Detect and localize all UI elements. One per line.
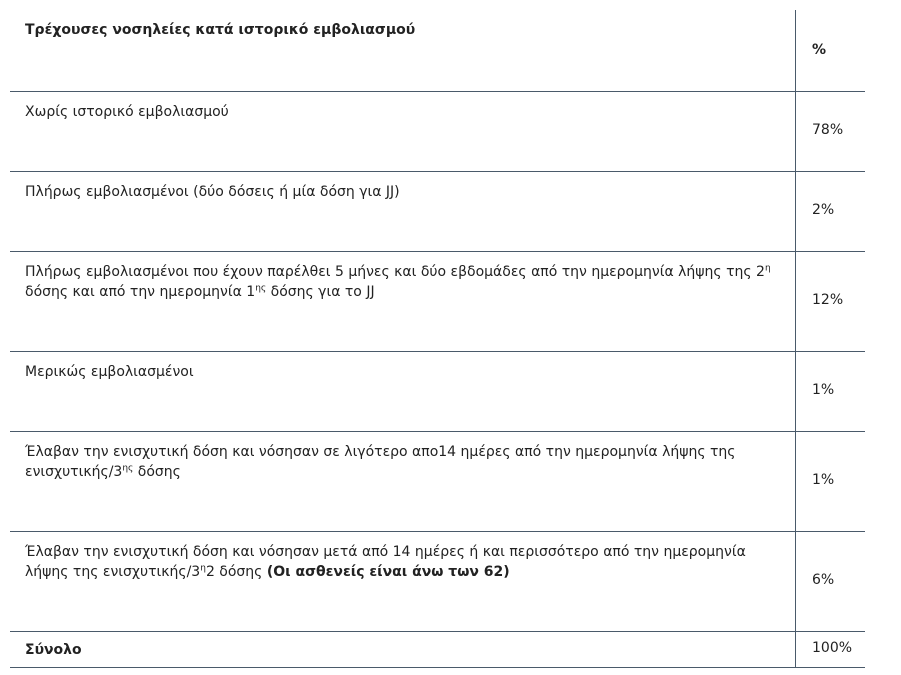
table-total-row bbox=[10, 632, 865, 668]
row-pct-cell bbox=[795, 352, 865, 431]
row-pct: 12% bbox=[812, 292, 844, 308]
table-row bbox=[10, 352, 865, 432]
table-row bbox=[10, 532, 865, 632]
row-label-bold-note: (Οι ασθενείς είναι άνω των 62) bbox=[266, 564, 510, 580]
row-label: Πλήρως εμβολιασμένοι (δύο δόσεις ή μία δόση για JJ) bbox=[25, 184, 400, 200]
row-pct-cell bbox=[795, 532, 865, 631]
row-label: Χωρίς ιστορικό εμβολιασμού bbox=[25, 104, 229, 120]
table-row bbox=[10, 432, 865, 532]
total-label: Σύνολο bbox=[25, 642, 82, 658]
row-pct-cell bbox=[795, 432, 865, 531]
superscript: ης bbox=[122, 463, 134, 474]
row-pct: 1% bbox=[812, 472, 835, 488]
row-label: Μερικώς εμβολιασμένοι bbox=[25, 364, 194, 380]
row-pct-cell bbox=[795, 252, 865, 351]
superscript: ης bbox=[255, 283, 267, 294]
row-label-part: δόσης για το JJ bbox=[266, 284, 375, 300]
row-pct: 6% bbox=[812, 572, 835, 588]
row-label-part: δόσης bbox=[133, 464, 181, 480]
header-pct-cell bbox=[795, 10, 865, 91]
row-pct-cell bbox=[795, 172, 865, 251]
row-label bbox=[10, 252, 795, 351]
hospitalization-table bbox=[10, 10, 865, 668]
total-pct-cell bbox=[795, 632, 865, 667]
row-label bbox=[10, 432, 795, 531]
row-pct: 78% bbox=[812, 122, 844, 138]
row-pct: 2% bbox=[812, 202, 835, 218]
superscript: η bbox=[764, 263, 771, 274]
superscript: η bbox=[200, 563, 206, 574]
row-label-part: Έλαβαν την ενισχυτική δόση και νόσησαν μετά από 14 ημέρες ή και περισσότερο από την ημερομηνία λήψης της ενισχυτικής/3 bbox=[25, 544, 746, 580]
table-row bbox=[10, 92, 865, 172]
row-pct: 1% bbox=[812, 382, 835, 398]
row-label bbox=[10, 532, 795, 631]
row-label-part: Πλήρως εμβολιασμένοι που έχουν παρέλθει 5 μήνες και δύο εβδομάδες από την ημερομηνία λήψης της 2 bbox=[25, 264, 765, 280]
total-pct: 100% bbox=[812, 640, 853, 656]
header-pct: % bbox=[812, 42, 827, 58]
row-label-part: δόσης και από την ημερομηνία 1 bbox=[25, 284, 256, 300]
table-header-row bbox=[10, 10, 865, 92]
row-label-part: 2 δόσης bbox=[205, 564, 267, 580]
row-label-part: Έλαβαν την ενισχυτική δόση και νόσησαν σε λιγότερο απο14 ημέρες από την ημερομηνία λήψης της ενισχυτικής/3 bbox=[25, 444, 736, 480]
header-label: Τρέχουσες νοσηλείες κατά ιστορικό εμβολιασμού bbox=[25, 22, 416, 38]
table-row bbox=[10, 172, 865, 252]
row-pct-cell bbox=[795, 92, 865, 171]
table-row bbox=[10, 252, 865, 352]
